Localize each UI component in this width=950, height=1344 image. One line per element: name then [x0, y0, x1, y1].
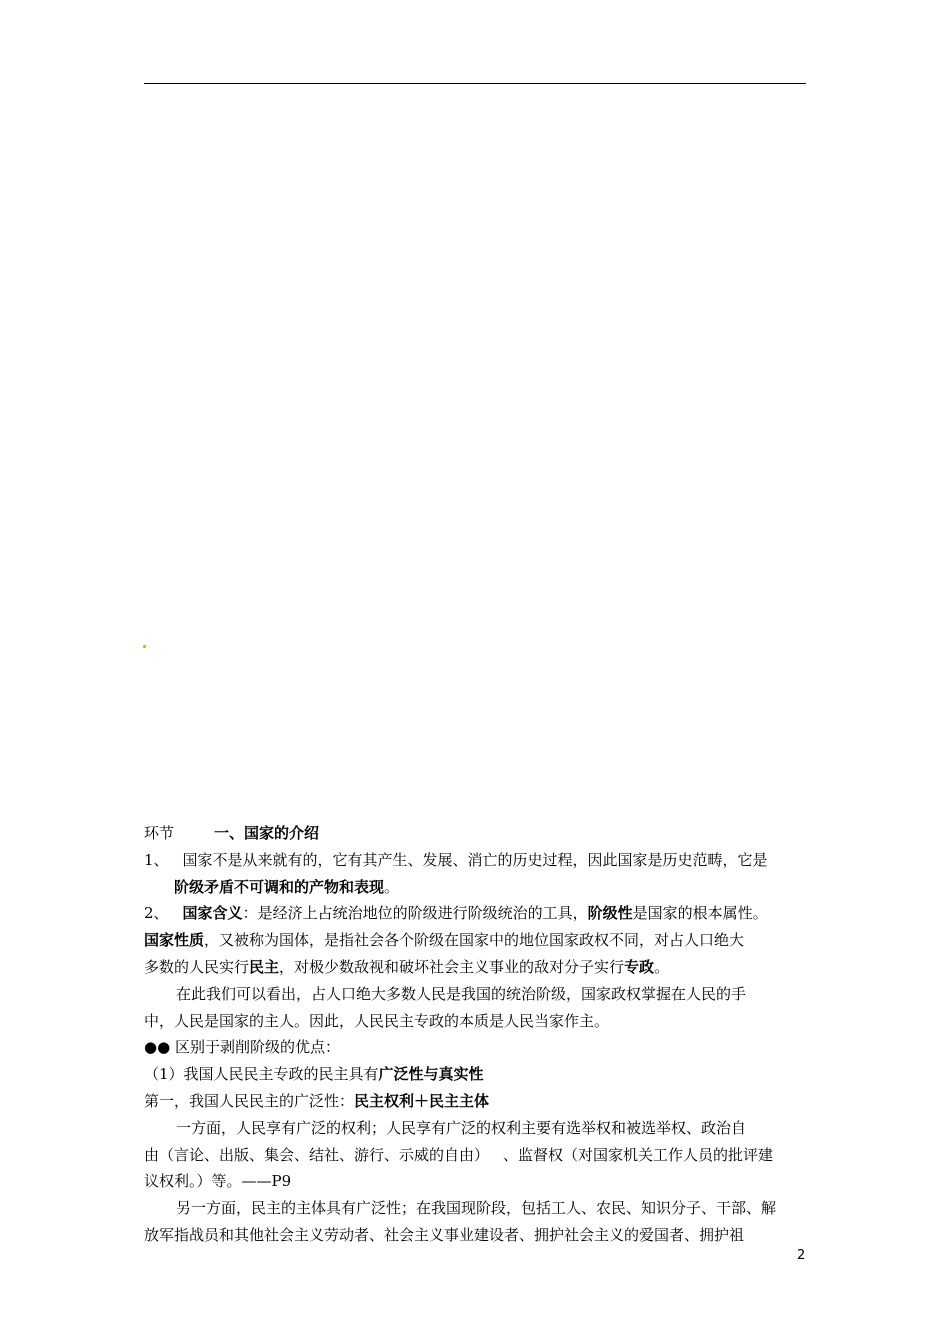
para1-line-1: 在此我们可以看出，占人口绝大多数人民是我国的统治阶级，国家政权掌握在人民的手 [176, 984, 747, 1003]
item-2-text-a: 是经济上占统治地位的阶级进行阶级统治的工具， [257, 904, 588, 923]
para2-line-3: 议权利。）等。——P9 [144, 1172, 292, 1191]
document-body [144, 820, 808, 1249]
header-rule [144, 83, 806, 84]
item-2-term2: 阶级性 [587, 904, 633, 923]
para2-line-2a: 由（言论、出版、集会、结社、游行、示威的自由） [144, 1145, 490, 1164]
item-2-text-b: 是国家的根本属性。 [632, 904, 768, 923]
item-2 [144, 900, 808, 927]
section-label: 环节 [144, 824, 175, 842]
item-1-end: 。 [384, 877, 400, 896]
first-bold: 民主权利＋民主主体 [354, 1091, 490, 1110]
item-1-number: 1、 [144, 850, 169, 869]
item-1-text: 国家不是从来就有的，它有其产生、发展、消亡的历史过程，因此国家是历史范畴，它是 [182, 850, 768, 869]
advantages-text: 区别于剥削阶级的优点： [174, 1038, 340, 1057]
item-2-term: 国家含义 [182, 904, 243, 923]
nature-term: 国家性质 [144, 931, 205, 950]
point-1 [144, 1061, 808, 1088]
stray-mark [143, 645, 146, 648]
item-2-colon: ： [242, 904, 258, 923]
para3-line-2: 放军指战员和其他社会主义劳动者、社会主义事业建设者、拥护社会主义的爱国者、拥护祖 [144, 1225, 745, 1244]
first-line [144, 1088, 808, 1115]
item-1-continuation [144, 874, 808, 901]
nature-line-1 [144, 927, 808, 954]
item-2-number: 2、 [144, 904, 169, 923]
point-1-bold: 广泛性与真实性 [378, 1065, 484, 1084]
nature-line-2 [144, 954, 808, 981]
nature-text-b: 多数的人民实行 [144, 957, 250, 976]
page-number: 2 [797, 1248, 806, 1263]
first-text: 第一，我国人民民主的广泛性： [144, 1091, 355, 1110]
nature-democracy: 民主 [249, 957, 280, 976]
bullet-icons: ●● [144, 1038, 171, 1057]
item-1-bold: 阶级矛盾不可调和的产物和表现 [174, 877, 385, 896]
section-title: 一、国家的介绍 [214, 824, 320, 842]
nature-dictatorship: 专政 [624, 957, 655, 976]
para2-line-2b: 、监督权（对国家机关工作人员的批评建 [503, 1145, 774, 1164]
advantages-line [144, 1034, 808, 1061]
item-1 [144, 847, 808, 874]
point-1-text: （1）我国人民民主专政的民主具有 [144, 1065, 379, 1084]
para1-line-2: 中，人民是国家的主人。因此，人民民主专政的本质是人民当家作主。 [144, 1011, 610, 1030]
nature-text-d: 。 [654, 957, 670, 976]
section-heading [144, 820, 808, 847]
para2-line-2 [144, 1142, 808, 1169]
nature-text-a: ，又被称为国体，是指社会各个阶级在国家中的地位国家政权不同，对占人口绝大 [204, 931, 745, 950]
para3-line-1: 另一方面，民主的主体具有广泛性；在我国现阶段，包括工人、农民、知识分子、干部、解 [176, 1199, 777, 1218]
nature-text-c: ，对极少数敌视和破坏社会主义事业的敌对分子实行 [279, 957, 625, 976]
para2-line-1: 一方面，人民享有广泛的权利；人民享有广泛的权利主要有选举权和被选举权、政治自 [176, 1118, 747, 1137]
